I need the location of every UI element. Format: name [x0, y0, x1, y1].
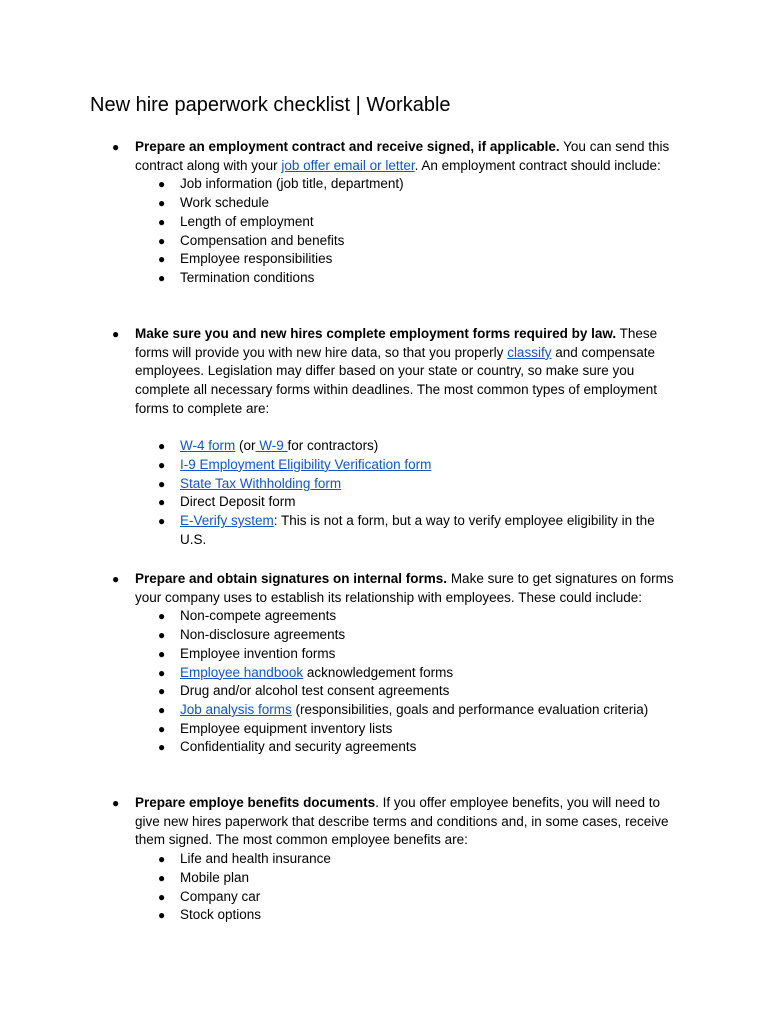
bullet-icon: ● [158, 233, 166, 248]
list-item [158, 250, 678, 269]
bullet-icon: ● [158, 628, 166, 643]
bullet-icon: ● [158, 457, 166, 472]
bullet-icon: ● [112, 140, 120, 154]
bullet-icon: ● [158, 684, 166, 699]
body-text: . An employment contract should include: [414, 157, 661, 173]
list-item-text: (or [235, 438, 256, 454]
section-paragraph [112, 570, 678, 607]
paragraph-text [135, 325, 678, 419]
list-item-text: Direct Deposit form [180, 494, 296, 510]
list-item [158, 512, 678, 549]
list-item [158, 475, 678, 494]
list-item-text: Confidentiality and security agreements [180, 739, 417, 755]
bullet-icon: ● [158, 646, 166, 661]
list-item [158, 626, 678, 645]
page-title: New hire paperwork checklist | Workable [90, 94, 451, 116]
bullet-icon: ● [158, 439, 166, 454]
section-benefits-documents [112, 794, 678, 925]
section-legal-forms [112, 325, 678, 549]
list-item [158, 645, 678, 664]
lead-text: Prepare employe benefits documents [135, 795, 376, 810]
bullet-icon: ● [158, 214, 166, 229]
list-item [158, 682, 678, 701]
bullet-icon: ● [158, 609, 166, 624]
list-item [158, 720, 678, 739]
job-analysis-forms-link[interactable]: Job analysis forms [180, 701, 292, 717]
list-item [158, 888, 678, 907]
paragraph-text [135, 570, 678, 607]
list-item-text: Work schedule [180, 195, 270, 211]
list-item-text: Length of employment [180, 213, 314, 229]
bullet-icon: ● [158, 476, 166, 491]
lead-text: Prepare and obtain signatures on internal forms. [135, 571, 448, 586]
bullet-icon: ● [112, 327, 120, 341]
body-text: These forms will provide you with new hire data, so that you properly [135, 326, 658, 360]
w4-form-link[interactable]: W-4 form [180, 438, 236, 454]
bullet-icon: ● [158, 495, 166, 510]
bullet-icon: ● [112, 572, 120, 586]
bullet-icon: ● [112, 796, 120, 810]
body-text: and compensate employees. Legislation may differ based on your state or country, so make sure you complete all necessary forms within deadlines. The most common types of employment forms to complete are: [135, 344, 657, 416]
e-verify-link[interactable]: E-Verify system [180, 513, 274, 529]
list-item [158, 194, 678, 213]
list-item [158, 456, 678, 475]
list-item [158, 738, 678, 757]
internal-forms-list [112, 607, 678, 757]
state-tax-form-link[interactable]: State Tax Withholding form [180, 475, 342, 491]
list-item [158, 213, 678, 232]
job-offer-link[interactable]: job offer email or letter [281, 157, 415, 173]
bullet-icon: ● [158, 270, 166, 285]
list-item [158, 437, 678, 456]
bullet-icon: ● [158, 852, 166, 867]
list-item-text: Life and health insurance [180, 851, 331, 867]
list-item [158, 493, 678, 512]
lead-text: Prepare an employment contract and receive signed, if applicable. [135, 139, 560, 154]
bullet-icon: ● [158, 252, 166, 267]
bullet-icon: ● [158, 870, 166, 885]
body-text: Make sure to get signatures on forms your company uses to establish its relationship with employees. These could include: [135, 571, 674, 605]
bullet-icon: ● [158, 514, 166, 529]
list-item-text: Mobile plan [180, 869, 250, 885]
bullet-icon: ● [158, 196, 166, 211]
legal-forms-list [112, 437, 678, 549]
list-item-text: Compensation and benefits [180, 232, 345, 248]
list-item-text: for contractors) [287, 438, 379, 454]
paragraph-text [135, 138, 678, 175]
list-item-text: (responsibilities, goals and performance evaluation criteria) [291, 701, 649, 717]
bullet-icon: ● [158, 908, 166, 923]
section-paragraph [112, 794, 678, 850]
list-item [158, 607, 678, 626]
bullet-icon: ● [158, 177, 166, 192]
bullet-icon: ● [158, 721, 166, 736]
list-item [158, 869, 678, 888]
list-item-text: Job information (job title, department) [180, 176, 404, 192]
bullet-icon: ● [158, 889, 166, 904]
list-item-text: acknowledgement forms [303, 664, 454, 680]
employee-handbook-link[interactable]: Employee handbook [180, 664, 304, 680]
lead-text: Make sure you and new hires complete employment forms required by law. [135, 326, 617, 341]
list-item-text: Drug and/or alcohol test consent agreements [180, 683, 450, 699]
list-item [158, 701, 678, 720]
list-item [158, 269, 678, 288]
body-text: You can send this contract along with your [135, 139, 670, 173]
list-item-text: Employee responsibilities [180, 251, 333, 267]
list-item-text: Company car [180, 888, 261, 904]
list-item-text: Employee invention forms [180, 645, 336, 661]
contract-items-list [112, 175, 678, 287]
section-paragraph [112, 325, 678, 419]
classify-link[interactable]: classify [507, 344, 552, 360]
list-item-text: : This is not a form, but a way to verify employee eligibility in the U.S. [180, 513, 655, 547]
list-item [158, 175, 678, 194]
benefits-list [112, 850, 678, 925]
list-item-text: Stock options [180, 907, 262, 923]
list-item [158, 232, 678, 251]
list-item-text: Non-disclosure agreements [180, 627, 346, 643]
list-item [158, 664, 678, 683]
list-item-text: Employee equipment inventory lists [180, 720, 393, 736]
bullet-icon: ● [158, 702, 166, 717]
body-text: . If you offer employee benefits, you will need to give new hires paperwork that describe terms and conditions and, in some cases, receive them signed. The most common employee benefits are: [135, 795, 669, 848]
section-employment-contract [112, 138, 678, 288]
bullet-icon: ● [158, 665, 166, 680]
bullet-icon: ● [158, 740, 166, 755]
paragraph-text [135, 794, 678, 850]
list-item-text: Non-compete agreements [180, 608, 337, 624]
section-internal-forms [112, 570, 678, 757]
list-item-text: Termination conditions [180, 269, 315, 285]
w9-form-link[interactable]: W-9 [255, 438, 288, 454]
list-item [158, 906, 678, 925]
i9-form-link[interactable]: I-9 Employment Eligibility Verification form [180, 456, 432, 472]
list-item [158, 850, 678, 869]
section-paragraph [112, 138, 678, 175]
